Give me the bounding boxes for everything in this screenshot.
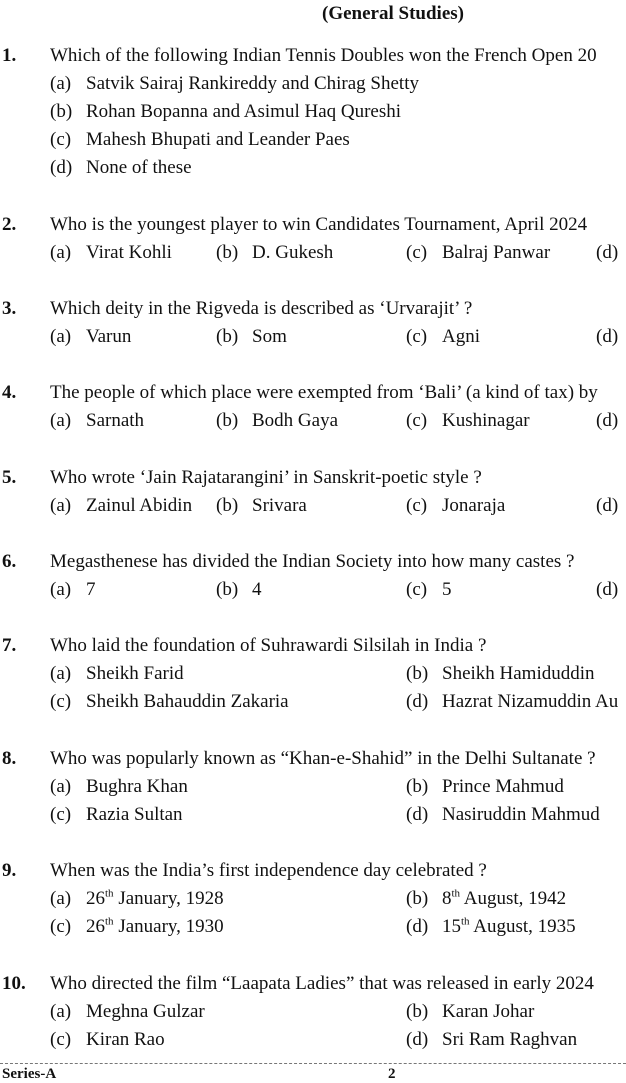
option-c: (c) Kushinagar xyxy=(406,410,530,431)
option-b: (b) D. Gukesh xyxy=(216,242,334,263)
option-b: (b) 8th August, 1942 xyxy=(406,887,567,909)
option-b: (b) 4 xyxy=(216,579,262,600)
option-a: (a) 7 xyxy=(50,579,96,600)
question-text: Who wrote ‘Jain Rajatarangini’ in Sanskrit-poetic style ? xyxy=(50,467,482,488)
question-text: Which deity in the Rigveda is described as ‘Urvarajit’ ? xyxy=(50,298,473,319)
option-d: (d) 15th August, 1935 xyxy=(406,915,576,937)
option-c: (c) Kiran Rao xyxy=(50,1029,165,1050)
question-2 xyxy=(0,211,626,267)
option-c: (c) Sheikh Bahauddin Zakaria xyxy=(50,691,289,712)
question-6 xyxy=(0,548,626,604)
question-number: 6. xyxy=(2,551,17,572)
question-number: 1. xyxy=(2,45,17,66)
question-text: Which of the following Indian Tennis Doubles won the French Open 20 xyxy=(50,45,597,66)
option-d: (d) Nasiruddin Mahmud xyxy=(406,804,600,825)
question-text: Who is the youngest player to win Candidates Tournament, April 2024 xyxy=(50,214,588,235)
option-d: (d) xyxy=(596,410,619,431)
option-d: (d) None of these xyxy=(50,157,192,178)
footer-divider xyxy=(0,1063,626,1064)
option-a: (a) Sheikh Farid xyxy=(50,663,184,684)
question-number: 5. xyxy=(2,467,17,488)
option-b: (b) Prince Mahmud xyxy=(406,776,564,797)
option-a: (a) Virat Kohli xyxy=(50,242,172,263)
section-title: (General Studies) xyxy=(322,3,464,24)
option-c: (c) Agni xyxy=(406,326,480,347)
question-3 xyxy=(0,295,626,351)
option-b: (b) Karan Johar xyxy=(406,1001,535,1022)
option-c: (c) 5 xyxy=(406,579,452,600)
option-a: (a) Zainul Abidin xyxy=(50,495,193,516)
question-text: When was the India’s first independence day celebrated ? xyxy=(50,860,487,881)
question-5 xyxy=(0,464,626,520)
option-d: (d) Hazrat Nizamuddin Au xyxy=(406,691,619,712)
question-text: Megasthenese has divided the Indian Society into how many castes ? xyxy=(50,551,575,572)
question-number: 3. xyxy=(2,298,17,319)
option-d: (d) xyxy=(596,495,619,516)
option-c: (c) Mahesh Bhupati and Leander Paes xyxy=(50,129,350,150)
option-a: (a) Sarnath xyxy=(50,410,145,431)
option-c: (c) Jonaraja xyxy=(406,495,506,516)
question-number: 9. xyxy=(2,860,17,881)
option-d: (d) xyxy=(596,326,619,347)
option-a: (a) Satvik Sairaj Rankireddy and Chirag Shetty xyxy=(50,73,419,94)
option-b: (b) Som xyxy=(216,326,287,347)
question-text: The people of which place were exempted from ‘Bali’ (a kind of tax) by xyxy=(50,382,598,403)
question-number: 10. xyxy=(2,973,26,994)
option-b: (b) Bodh Gaya xyxy=(216,410,339,431)
question-text: Who laid the foundation of Suhrawardi Silsilah in India ? xyxy=(50,635,487,656)
question-10 xyxy=(0,970,626,1054)
question-number: 4. xyxy=(2,382,17,403)
option-a: (a) Bughra Khan xyxy=(50,776,188,797)
question-text: Who directed the film “Laapata Ladies” that was released in early 2024 xyxy=(50,973,594,994)
question-9 xyxy=(0,857,626,941)
option-d: (d) Sri Ram Raghvan xyxy=(406,1029,578,1050)
option-c: (c) Razia Sultan xyxy=(50,804,183,825)
series-label: Series-A xyxy=(2,1066,57,1082)
option-b: (b) Sheikh Hamiduddin xyxy=(406,663,595,684)
option-c: (c) 26th January, 1930 xyxy=(50,915,224,937)
option-d: (d) xyxy=(596,242,619,263)
question-text: Who was popularly known as “Khan-e-Shahid” in the Delhi Sultanate ? xyxy=(50,748,596,769)
question-4 xyxy=(0,379,626,435)
question-1 xyxy=(0,42,626,182)
question-number: 8. xyxy=(2,748,17,769)
page-number: 2 xyxy=(388,1066,396,1082)
option-c: (c) Balraj Panwar xyxy=(406,242,551,263)
option-d: (d) xyxy=(596,579,619,600)
option-b: (b) Srivara xyxy=(216,495,307,516)
question-7 xyxy=(0,632,626,716)
option-a: (a) Varun xyxy=(50,326,132,347)
question-8 xyxy=(0,745,626,829)
option-b: (b) Rohan Bopanna and Asimul Haq Qureshi xyxy=(50,101,402,122)
option-a: (a) 26th January, 1928 xyxy=(50,887,224,909)
question-number: 7. xyxy=(2,635,17,656)
option-a: (a) Meghna Gulzar xyxy=(50,1001,205,1022)
question-number: 2. xyxy=(2,214,17,235)
